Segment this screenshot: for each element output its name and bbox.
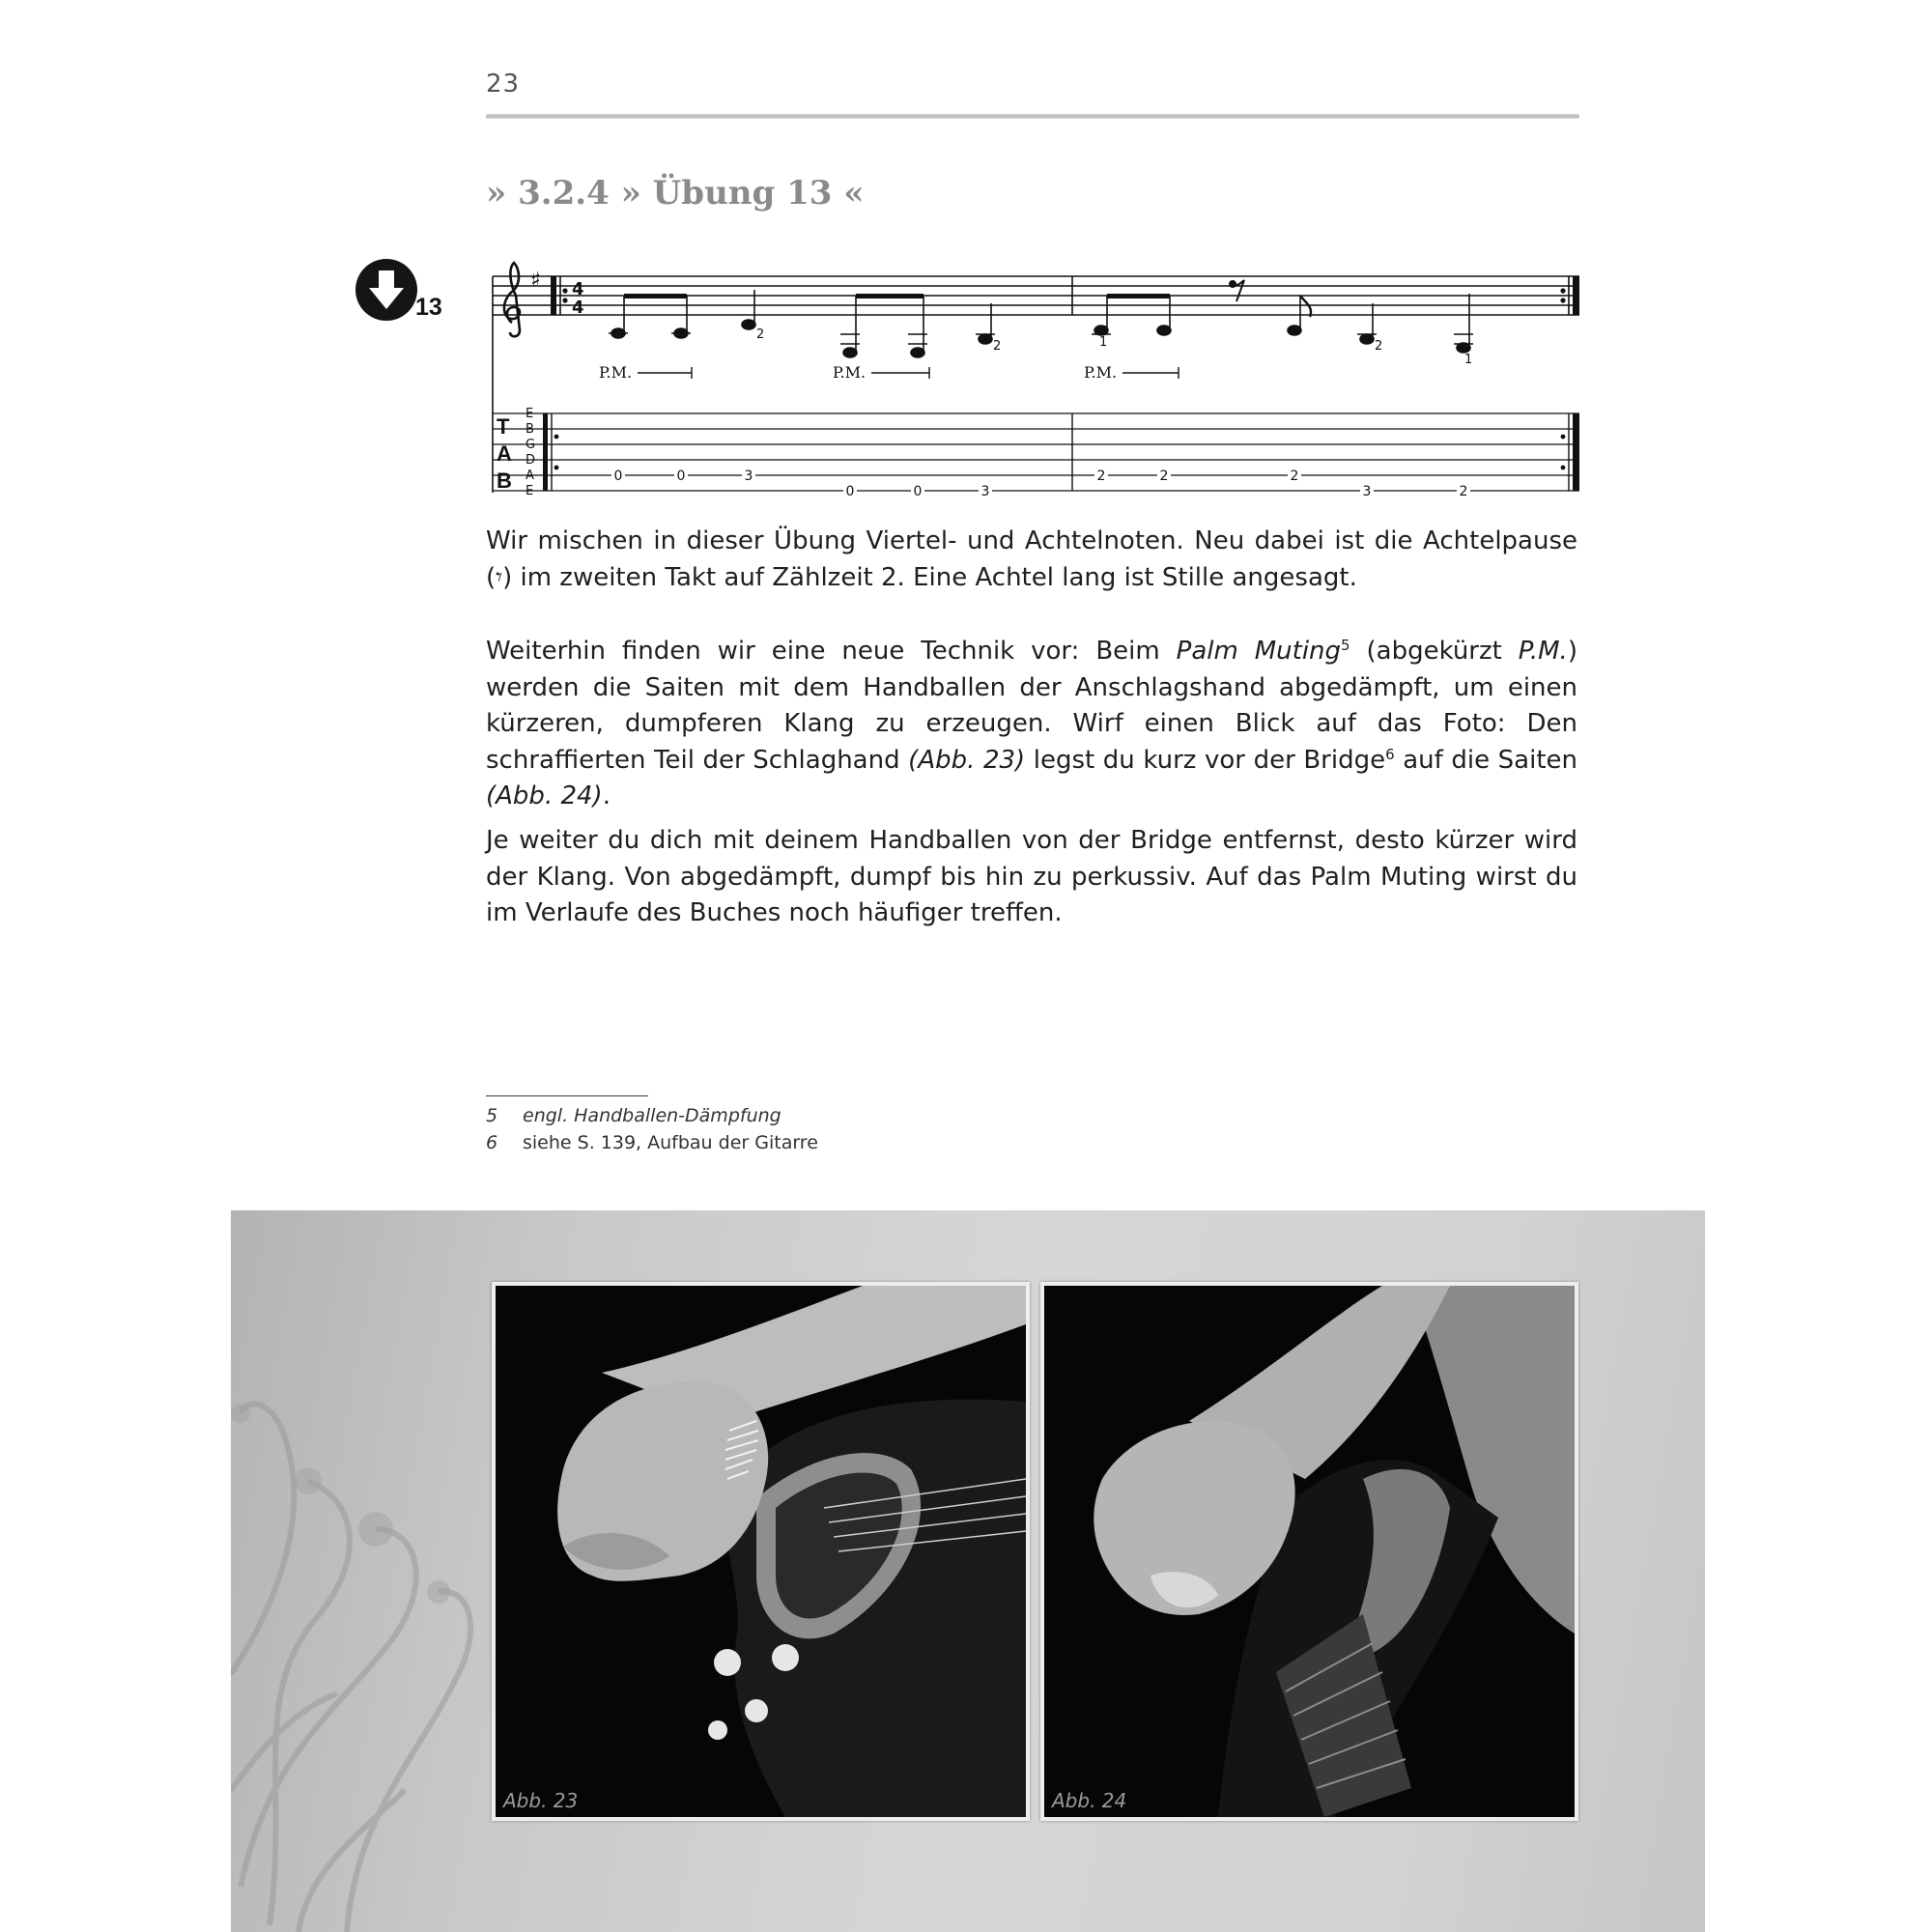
notes	[609, 290, 1473, 357]
string-name: B	[526, 422, 534, 437]
music-notation	[483, 253, 1584, 508]
palm-mute-label: P.M.	[1084, 363, 1118, 382]
figure-ref-23: (Abb. 23)	[908, 745, 1026, 775]
footnote: 5 engl. Handballen-Dämpfung	[486, 1105, 781, 1126]
audio-download-badge[interactable]	[355, 259, 448, 327]
tab-number: 0	[845, 484, 855, 499]
repeat-start-thick	[551, 276, 556, 315]
guitar-hand-photo-1	[496, 1286, 1026, 1817]
svg-text:4: 4	[572, 298, 584, 318]
paragraph-3: Je weiter du dich mit deinem Handballen von der Bridge entfernst, desto kürzer wird der Klang. Von abgedämpft, dumpf bis hin zu perkussiv. Auf das Palm Muting wirst du im Verlaufe des Buches noch häufiger treffen.	[486, 826, 1577, 927]
footnote-ref-6: 6	[1385, 745, 1395, 763]
finger-mark: 1	[1099, 335, 1108, 350]
download-arrow-icon	[355, 259, 417, 321]
guitar-hand-photo-2	[1044, 1286, 1575, 1817]
string-name: D	[526, 453, 536, 468]
photo-caption: Abb. 23	[503, 1789, 579, 1812]
tab-number: 0	[676, 469, 686, 484]
tab-number: 0	[613, 469, 623, 484]
eighth-rest-symbol: 𝄾	[496, 562, 503, 592]
footnote-ref-5: 5	[1341, 637, 1350, 654]
palm-mute-label: P.M.	[833, 363, 867, 382]
notation-svg	[483, 253, 1584, 504]
tab-number: 0	[913, 484, 923, 499]
finger-mark: 2	[993, 339, 1002, 354]
tab-letter: T	[497, 414, 510, 439]
string-name: G	[526, 438, 536, 452]
tab-number: 2	[1159, 469, 1169, 484]
repeat-end-thick	[1573, 276, 1579, 315]
palm-mute-label: P.M.	[599, 363, 633, 382]
tab-number: 3	[1362, 484, 1372, 499]
paragraph-1: Wir mischen in dieser Übung Viertel- und Achtelnoten. Neu dabei ist die Achtelpause (𝄾) im zweiten Takt auf Zählzeit 2. Eine Achtel lang ist Stille angesagt.	[486, 526, 1577, 592]
treble-clef	[504, 263, 520, 336]
photo-band	[231, 1210, 1705, 1932]
string-name: E	[526, 407, 534, 421]
eighth-rest	[1230, 280, 1244, 301]
footnote-rule	[486, 1095, 648, 1096]
string-name: E	[526, 484, 534, 498]
tab-letter: A	[497, 441, 512, 466]
tab-number: 2	[1290, 469, 1299, 484]
track-number: 13	[415, 294, 442, 321]
figure-ref-24: (Abb. 24)	[486, 781, 603, 810]
finger-mark: 1	[1464, 353, 1473, 367]
tab-number: 2	[1096, 469, 1106, 484]
paragraph-2: Weiterhin finden wir eine neue Technik vor: Beim Palm Muting$^5$ (abgekürzt P.M.) werden die Saiten mit dem Handballen der Anschlagshand abgedämpft, um einen kürzeren, dumpferen Klang zu erzeugen. Wirf einen Blick auf das Foto: Den schraffierten Teil der Schlaghand (Abb. 23) legst du kurz vor der Bridge$^6$ auf die Saiten (Abb. 24).	[486, 637, 1577, 810]
photo-abb-24	[1040, 1282, 1578, 1821]
finger-mark: 2	[1375, 339, 1383, 354]
tab-number: 3	[980, 484, 990, 499]
key-sharp: ♯	[530, 269, 541, 293]
tab-letter: B	[497, 469, 512, 493]
tab-lines	[493, 413, 1579, 491]
floral-ornament	[231, 1210, 521, 1932]
time-signature: 4	[572, 279, 584, 299]
term-palm-muting: Palm Muting	[1176, 637, 1342, 666]
footnote: 6 siehe S. 139, Aufbau der Gitarre	[486, 1132, 818, 1153]
string-name: A	[526, 469, 534, 483]
photo-caption: Abb. 24	[1052, 1789, 1127, 1812]
finger-mark: 2	[756, 327, 765, 342]
header-rule	[486, 114, 1579, 119]
tab-number: 2	[1459, 484, 1468, 499]
section-title: » 3.2.4 » Übung 13 «	[486, 174, 865, 213]
tab-number: 3	[744, 469, 753, 484]
page-number: 23	[486, 70, 521, 99]
photo-abb-23	[492, 1282, 1030, 1821]
